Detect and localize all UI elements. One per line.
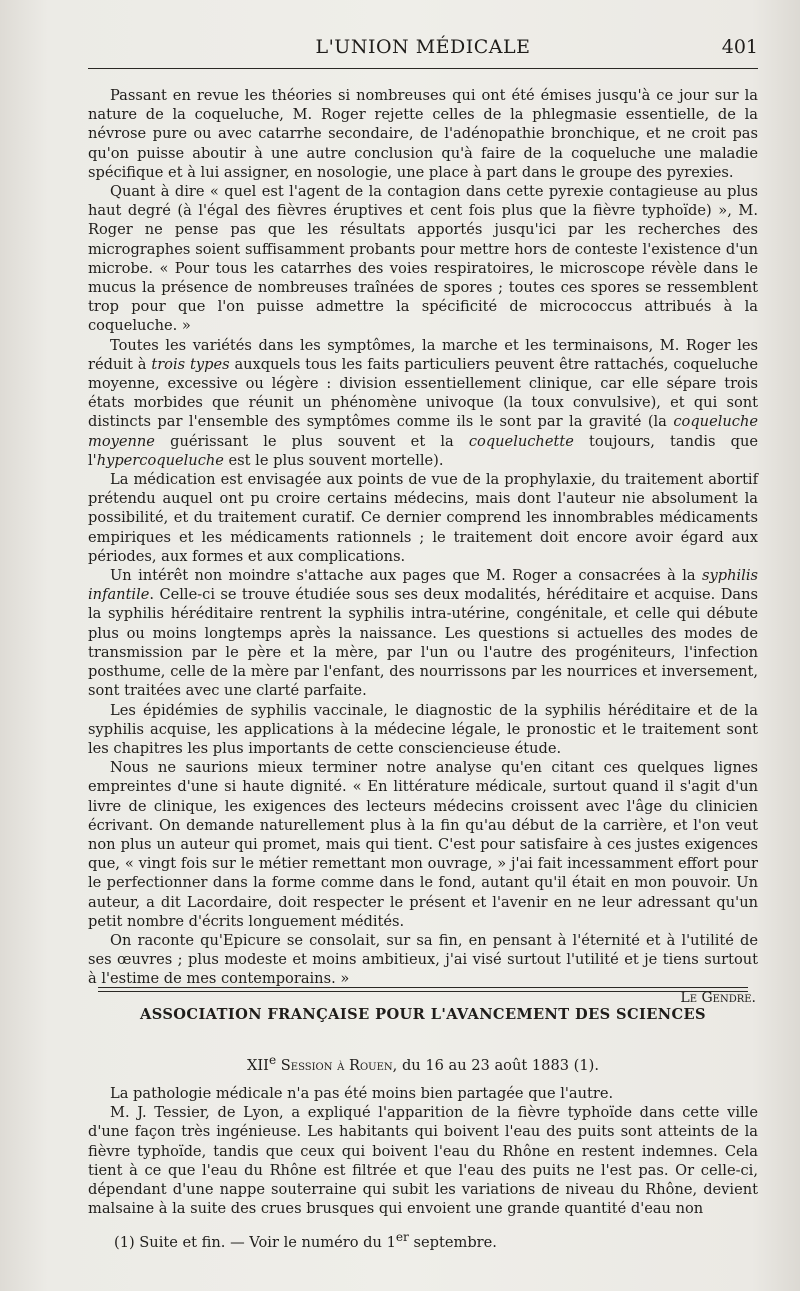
paragraph: Les épidémies de syphilis vaccinale, le diagnostic de la syphilis héréditaire et de la syphilis acquise, les applications à la médecine légale, le pronostic et le traitement sont les chapitres les plus importants de cette consciencieuse étude. (88, 701, 758, 757)
footnote-sup: er (395, 1230, 409, 1244)
article-body (88, 86, 758, 1008)
italic-term: hypercoqueluche (96, 451, 224, 469)
italic-term: coqueluchette (468, 432, 574, 450)
session-label: Session à Rouen (276, 1056, 393, 1074)
text-run: auxquels tous les faits particuliers peuvent être rattachés, coqueluche moyenne, excessive ou légère : division essentiellement clinique, car elle sépare trois états morbides que réunit un phénomène univoque (la toux convulsive), et qui sont distincts par l'ensemble des symptômes comme ils le sont par la gravité (la (88, 355, 758, 431)
italic-term: syphilis infantile (88, 567, 758, 604)
paragraph: Passant en revue les théories si nombreuses qui ont été émises jusqu'à ce jour sur la nature de la coqueluche, M. Roger rejette celles de la phlegmasie essentielle, de la névrose pure ou avec catarrhe secondaire, de l'adénopathie bronchique, et ne croit pas qu'on puisse aboutir à une autre conclusion qu'à faire de la coqueluche une maladie spécifique et à lui assigner, en nosologie, une place à part dans le groupe des pyrexies. (88, 87, 758, 181)
journal-title: L'UNION MÉDICALE (315, 36, 531, 58)
text-run: toujours, tandis que l' (88, 432, 758, 469)
author-signature: Le Gendre. (680, 989, 756, 1006)
text-run: . Celle-ci se trouve étudiée sous ses deux modalités, héréditaire et acquise. Dans la syphilis héréditaire rentrent la syphilis intra-utérine, congénitale, et celle qui débute plus ou moins longtemps après la naissance. Les questions si actuelles des modes de transmission par le père et la mère, par l'un ou l'autre des progéniteurs, l'infection posthume, celle de la mère par l'enfant, des nourrissons par les nourrices et inversement, sont traitées avec une clarté parfaite. (88, 586, 758, 700)
paragraph: M. J. Tessier, de Lyon, a expliqué l'apparition de la fièvre typhoïde dans cette ville d'une façon très ingénieuse. Les habitants qui boivent l'eau des puits sont atteints de la fièvre typhoïde, tandis que ceux qui boivent l'eau du Rhône en restent indemnes. Cela tient à ce que l'eau du Rhône est filtrée et que l'eau des puits ne l'est pas. Or celle-ci, dépendant d'une nappe souterraine qui subit les variations de niveau du Rhône, devient malsaine à la suite des crues brusques qui envoient une grande quantité d'eau non (88, 1104, 758, 1218)
header-rule (88, 68, 758, 69)
session-dates: , du 16 au 23 août 1883 (1). (392, 1056, 599, 1074)
text-run: guérissant le plus souvent et la (154, 432, 469, 450)
section-rule-thin (98, 991, 748, 992)
footnote-text-end: septembre. (408, 1233, 497, 1251)
section-heading: ASSOCIATION FRANÇAISE POUR L'AVANCEMENT DES SCIENCES (140, 1006, 706, 1023)
page-number: 401 (721, 36, 758, 58)
paragraph: Quant à dire « quel est l'agent de la contagion dans cette pyrexie contagieuse au plus haut degré (à l'égal des fièvres éruptives et cent fois plus que la fièvre typhoïde) », M. Roger ne pense pas que les résultats apportés jusqu'ici par les recherches des micrographes soient suffisamment probants pour mettre hors de conteste l'existence d'un microbe. « Pour tous les catarrhes des voies respiratoires, le microscope révèle dans le mucus la présence de nombreuses traînées de spores ; toutes ces spores se ressemblent trop pour que l'on puisse admettre la spécificité de micrococcus attribués à la coqueluche. » (88, 183, 758, 335)
session-sup: e (268, 1053, 277, 1067)
italic-term: coqueluche moyenne (88, 413, 758, 450)
text-run: est le plus souvent mortelle). (223, 451, 444, 469)
footnote (114, 1230, 754, 1251)
paragraph: Nous ne saurions mieux terminer notre analyse qu'en citant ces quelques lignes empreintes d'une si haute dignité. « En littérature médicale, surtout quand il s'agit d'un livre de clinique, les exigences des lecteurs médecins croissent avec l'âge du clinicien écrivant. On demande naturellement plus à la fin qu'au début de la carrière, et l'on veut non plus un auteur qui promet, mais qui tient. C'est pour satisfaire à ces justes exigences que, « vingt fois sur le métier remettant mon ouvrage, » j'ai fait incessamment effort pour le perfectionner dans la forme comme dans le fond, autant qu'il était en mon pouvoir. Un auteur, a dit Lacordaire, doit respecter le présent et l'avenir en ne leur adressant qu'un petit nombre d'écrits longuement médités. (88, 759, 758, 930)
text-run: Toutes les variétés dans les symptômes, la marche et les terminaisons, M. Roger les réduit à (88, 336, 758, 373)
session-subheading (88, 1053, 758, 1074)
session-roman: XII (247, 1056, 269, 1074)
text-run: Un intérêt non moindre s'attache aux pages que M. Roger a consacrées à la (110, 567, 703, 585)
paragraph: La médication est envisagée aux points de vue de la prophylaxie, du traitement abortif prétendu auquel ont pu croire certains médecins, mais dont l'auteur nie absolument la possibilité, et du traitement curatif. Ce dernier comprend les innombrables médicaments empiriques et les médicaments rationnels ; le traitement doit encore avoir égard aux périodes, aux formes et aux complications. (88, 471, 758, 565)
paragraph: La pathologie médicale n'a pas été moins bien partagée que l'autre. (110, 1085, 614, 1102)
paragraph (88, 336, 758, 470)
section-body (88, 1084, 758, 1218)
paragraph: On raconte qu'Epicure se consolait, sur sa fin, en pensant à l'éternité et à l'utilité de ses œuvres ; plus modeste et moins ambitieux, j'ai visé surtout l'utilité et je tiens surtout à l'estime de mes contemporains. » (88, 931, 758, 988)
paragraph (88, 566, 758, 700)
italic-term: trois types (151, 355, 230, 373)
section-rule-thick (98, 987, 748, 988)
running-header (88, 36, 758, 66)
footnote-text: (1) Suite et fin. — Voir le numéro du 1 (114, 1233, 396, 1251)
